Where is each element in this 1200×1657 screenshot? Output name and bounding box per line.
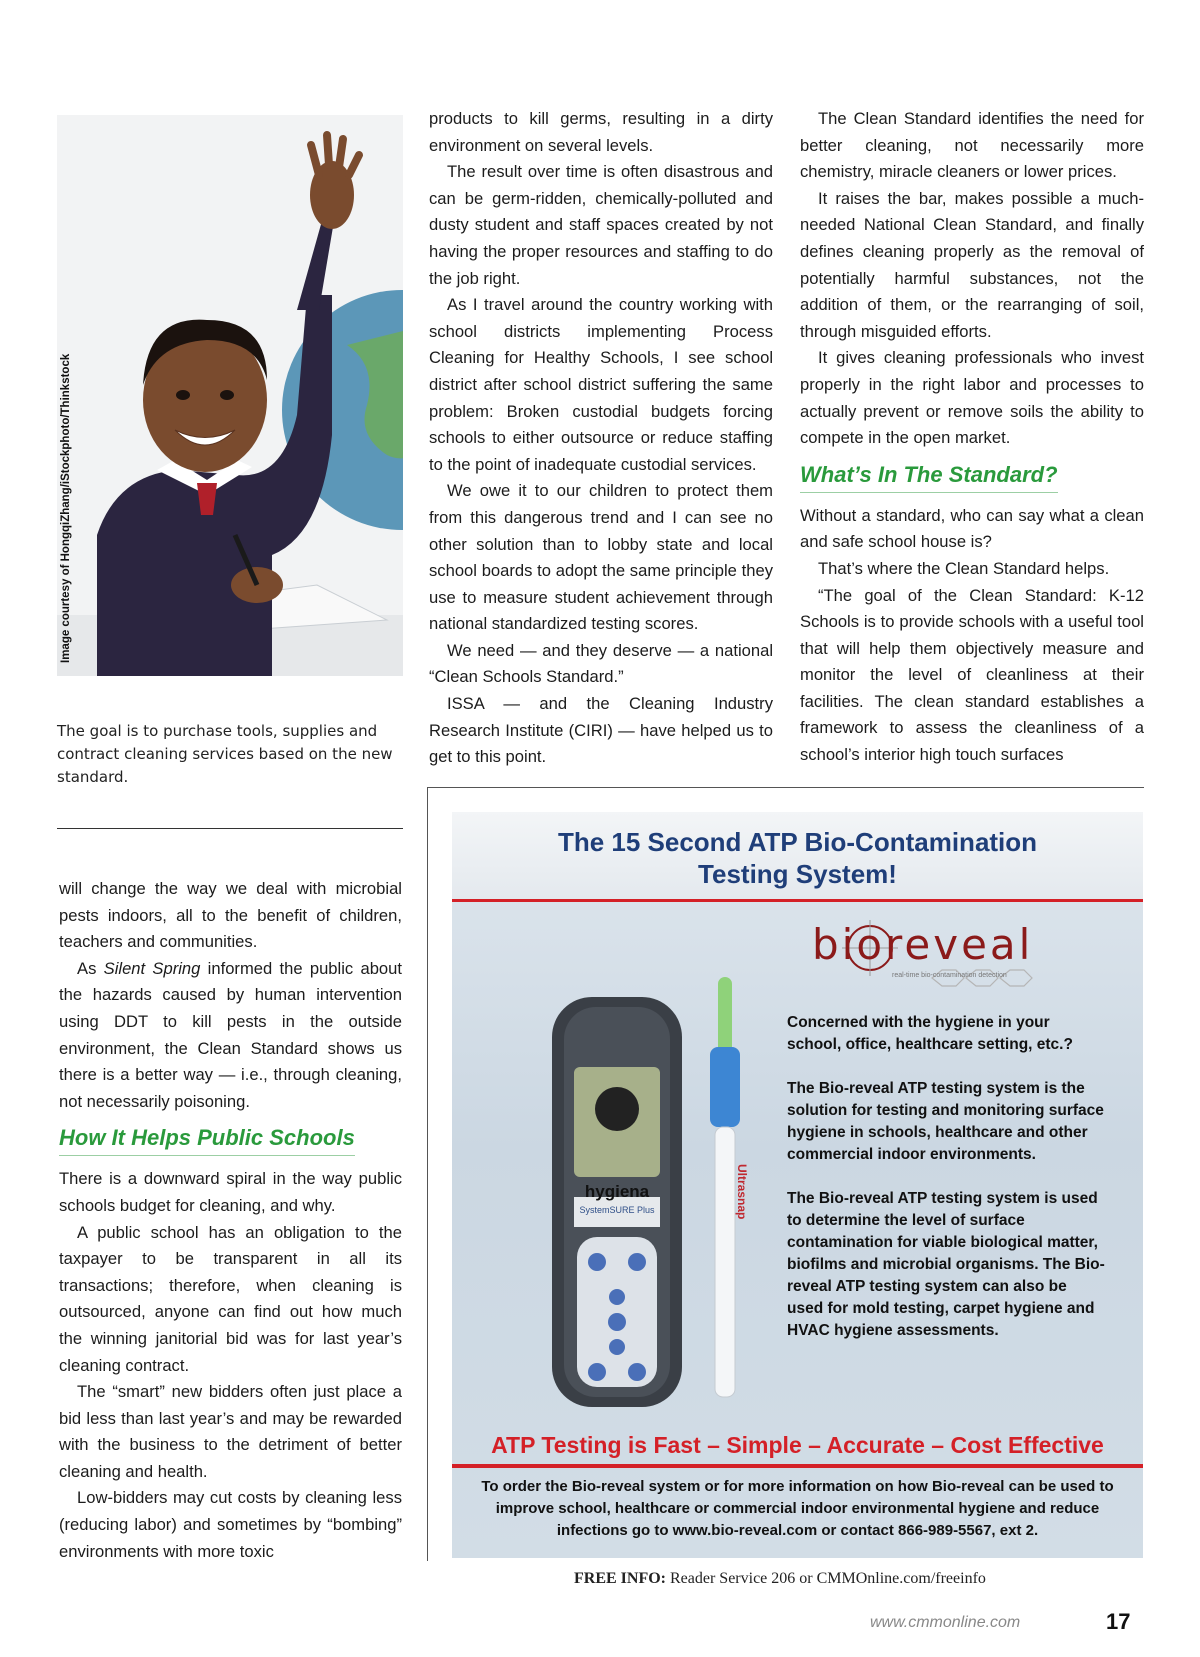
article-column-3 [800, 106, 1144, 769]
logo-wordmark: bioreveal [812, 920, 1034, 969]
photo-credit [58, 115, 78, 675]
free-info-text: Reader Service 206 or CMMOnline.com/freeinfo [666, 1570, 986, 1587]
paragraph: The result over time is often disastrous and can be germ-ridden, chemically-polluted and dusty student and staff spaces created by not having the proper resources and staffing to do the job right. [429, 162, 773, 288]
paragraph: The “smart” new bidders often just place a bid less than last year’s and may be rewarded with the business to the detriment of better cleaning and health. [59, 1382, 402, 1481]
section-heading: How It Helps Public Schools [59, 1123, 355, 1156]
logo-tagline: real-time bio-contamination detection [892, 972, 1007, 979]
ad-frame-top-rule [427, 787, 1144, 788]
article-column-2 [429, 106, 773, 771]
paragraph: It gives cleaning professionals who invest properly in the right labor and processes to actually prevent or remove soils the ability to compete in the open market. [800, 348, 1144, 448]
ad-body-copy [787, 1012, 1107, 1364]
paragraph: A public school has an obligation to the taxpayer to be transparent in all its transactions; therefore, when cleaning is outsourced, anyone can find out how much the winning janitorial bid was for last year’s cleaning contract. [59, 1222, 402, 1375]
website-url[interactable]: www.cmmonline.com [870, 1614, 1021, 1631]
paragraph: There is a downward spiral in the way public schools budget for cleaning, and why. [59, 1169, 402, 1215]
paragraph: products to kill germs, resulting in a dirty environment on several levels. [429, 109, 773, 155]
paragraph: It raises the bar, makes possible a much-needed National Clean Standard, and finally defines cleaning properly as the removal of potentially harmful substances, not the addition of them, or the rearranging of soil, through misguided efforts. [800, 188, 1144, 341]
page-number: 17 [1106, 1609, 1131, 1634]
ad-header [452, 812, 1143, 902]
atp-meter-device [552, 977, 762, 1417]
ad-tagline: ATP Testing is Fast – Simple – Accurate – Cost Effective [491, 1432, 1104, 1458]
ad-title [452, 826, 1143, 890]
paragraph [59, 956, 402, 1116]
photo-credit-text: Image courtesy of HongqiZhang/iStockphoto/Thinkstock [60, 353, 72, 663]
ad-paragraph: Concerned with the hygiene in your school, office, healthcare setting, etc.? [787, 1014, 1073, 1053]
paragraph: The Clean Standard identifies the need for better cleaning, not necessarily more chemistry, miracle cleaners or lower prices. [800, 109, 1144, 182]
article-column-1 [59, 876, 402, 1565]
ad-frame-left-rule [427, 787, 428, 1561]
free-info-label: FREE INFO: [574, 1570, 666, 1587]
ad-paragraph: The Bio-reveal ATP testing system is used to determine the level of surface contamination for viable biological matter, biofilms and microbial organisms. The Bio-reveal ATP testing system can also be used for mold testing, carpet hygiene and HVAC hygiene assessments. [787, 1190, 1105, 1339]
paragraph: As I travel around the country working with school districts implementing Process Cleaning for Healthy Schools, I see school district after school district suffering the same problem: Broken custodial budgets forcing schools to either outsource or reduce staffing to the point of inadequate custodial services. [429, 295, 773, 474]
paragraph: We owe it to our children to protect them from this dangerous trend and I can see no other solution than to lobby state and local school boards to adopt the same principle they use to measure student achievement through national standardized testing scores. [429, 481, 773, 634]
ad-paragraph: The Bio-reveal ATP testing system is the solution for testing and monitoring surface hygiene in schools, healthcare and other commercial indoor environments. [787, 1080, 1104, 1163]
paragraph: “The goal of the Clean Standard: K-12 Schools is to provide schools with a useful tool that will help them objectively measure and monitor the level of cleanliness at their facilities. The clean standard establishes a framework to assess the cleanliness of a school’s interior high touch surfaces [800, 585, 1144, 765]
ad-title-line-1: The 15 Second ATP Bio-Contamination [557, 827, 1038, 857]
device-brand-label: hygiena [584, 1182, 650, 1201]
student-photo [57, 115, 403, 676]
section-heading: What’s In The Standard? [800, 460, 1058, 493]
book-title: Silent Spring [103, 958, 201, 978]
ad-order-info[interactable]: To order the Bio-reveal system or for more information on how Bio-reveal can be used to improve school, healthcare or commercial indoor environmental hygiene and reduce infections go to www.bio-reveal.com or contact 866-989-5567, ext 2. [481, 1478, 1114, 1539]
ad-title-line-2: Testing System! [698, 859, 897, 889]
ad-tagline-rule [452, 1464, 1143, 1468]
text-fragment: informed the public about the hazards caused by human intervention using DDT to kill pests in the outside environment, the Clean Standard shows us there is a better way — i.e., through cleaning, not necessarily poisoning. [59, 958, 402, 1111]
paragraph: Without a standard, who can say what a clean and safe school house is? [800, 505, 1144, 552]
paragraph: That’s where the Clean Standard helps. [818, 558, 1110, 578]
swab-label: Ultrasnap [735, 1164, 749, 1220]
divider [57, 828, 403, 829]
paragraph: Low-bidders may cut costs by cleaning less (reducing labor) and sometimes by “bombing” environments with more toxic [59, 1488, 402, 1561]
text-fragment: As [77, 958, 104, 978]
bioreveal-advertisement[interactable] [452, 812, 1143, 1558]
paragraph: will change the way we deal with microbial pests indoors, all to the benefit of children, teachers and communities. [59, 879, 402, 952]
student-illustration [57, 115, 403, 676]
photo-caption: The goal is to purchase tools, supplies and contract cleaning services based on the new standard. [57, 722, 393, 786]
paragraph: ISSA — and the Cleaning Industry Research Institute (CIRI) — have helped us to get to this point. [429, 694, 773, 767]
bioreveal-logo [812, 920, 1042, 1000]
paragraph: We need — and they deserve — a national “Clean Schools Standard.” [429, 640, 773, 687]
free-info-line[interactable] [574, 1570, 986, 1588]
device-model-label: SystemSURE Plus [579, 1205, 655, 1215]
